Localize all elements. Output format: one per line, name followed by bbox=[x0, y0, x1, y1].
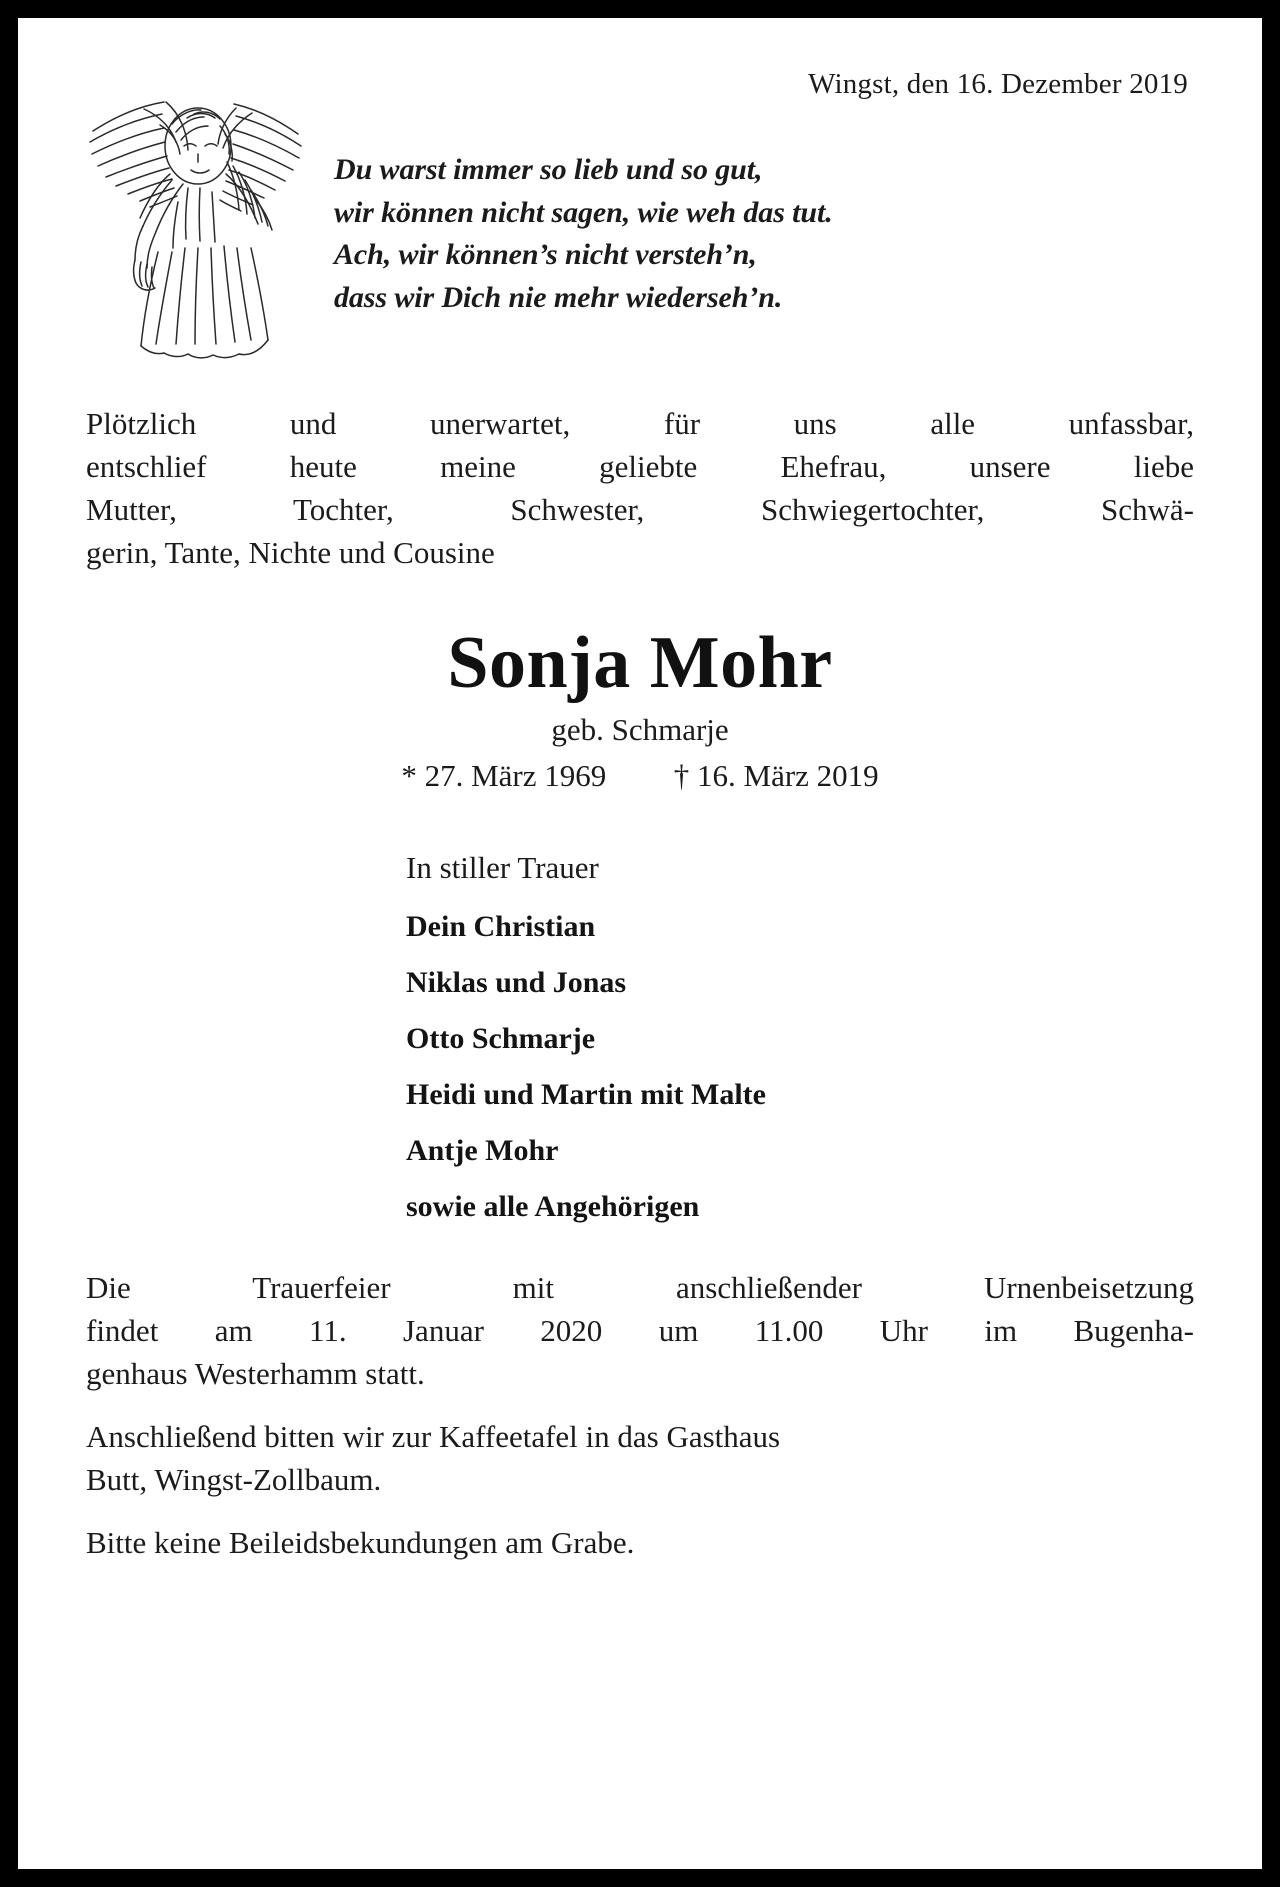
reception-line: Anschließend bitten wir zur Kaffeetafel in das Gasthaus bbox=[86, 1419, 781, 1455]
intro-line: entschlief heute meine geliebte Ehefrau, unsere liebe bbox=[86, 449, 1194, 485]
maiden-name: geb. Schmarje bbox=[551, 711, 729, 747]
mourners-heading: In stiller Trauer bbox=[406, 849, 599, 885]
mourner-item: Niklas und Jonas bbox=[406, 965, 627, 999]
life-dates bbox=[86, 758, 1194, 794]
death-symbol: † bbox=[673, 757, 690, 793]
closing-block bbox=[86, 1266, 1194, 1564]
dateline: Wingst, den 16. Dezember 2019 bbox=[808, 68, 1188, 100]
obituary-notice bbox=[18, 18, 1262, 1869]
poem-line: dass wir Dich nie mehr wiederseh’n. bbox=[334, 280, 783, 314]
deceased-name: Sonja Mohr bbox=[447, 622, 833, 705]
mourner-item: Otto Schmarje bbox=[406, 1021, 596, 1055]
mourner-item: Heidi und Martin mit Malte bbox=[406, 1077, 766, 1111]
request-paragraph bbox=[86, 1521, 1194, 1564]
request-line: Bitte keine Beileidsbekundungen am Grabe. bbox=[86, 1525, 635, 1561]
death-date: 16. März 2019 bbox=[697, 757, 879, 793]
reception-line: Butt, Wingst-Zollbaum. bbox=[86, 1462, 382, 1498]
intro-line: Plötzlich und unerwartet, für uns alle unfassbar, bbox=[86, 406, 1194, 441]
ceremony-line: genhaus Westerhamm statt. bbox=[86, 1355, 425, 1391]
reception-paragraph bbox=[86, 1415, 1194, 1501]
intro-line: Mutter, Tochter, Schwester, Schwiegertochter, Schwä- bbox=[86, 492, 1194, 528]
mourners-block bbox=[86, 850, 1194, 1222]
birth-date: 27. März 1969 bbox=[424, 757, 607, 793]
notice-header bbox=[86, 62, 1194, 362]
poem-line: Du warst immer so lieb und so gut, bbox=[334, 153, 763, 186]
ceremony-paragraph bbox=[86, 1266, 1194, 1395]
birth-symbol: * bbox=[401, 757, 417, 793]
mourner-item: Dein Christian bbox=[406, 909, 596, 943]
memorial-poem bbox=[334, 149, 1194, 319]
mourner-item: Antje Mohr bbox=[406, 1133, 559, 1167]
intro-paragraph bbox=[86, 402, 1194, 574]
poem-line: Ach, wir können’s nicht versteh’n, bbox=[334, 238, 757, 272]
intro-line: gerin, Tante, Nichte und Cousine bbox=[86, 535, 495, 571]
mourner-item: sowie alle Angehörigen bbox=[406, 1189, 700, 1223]
deceased-block bbox=[86, 622, 1194, 793]
poem-line: wir können nicht sagen, wie weh das tut. bbox=[334, 195, 833, 229]
ceremony-line: Die Trauerfeier mit anschließender Urnenbeisetzung bbox=[86, 1269, 1194, 1305]
ceremony-line: findet am 11. Januar 2020 um 11.00 Uhr im Bugenha- bbox=[86, 1312, 1194, 1348]
angel-icon bbox=[88, 76, 303, 361]
